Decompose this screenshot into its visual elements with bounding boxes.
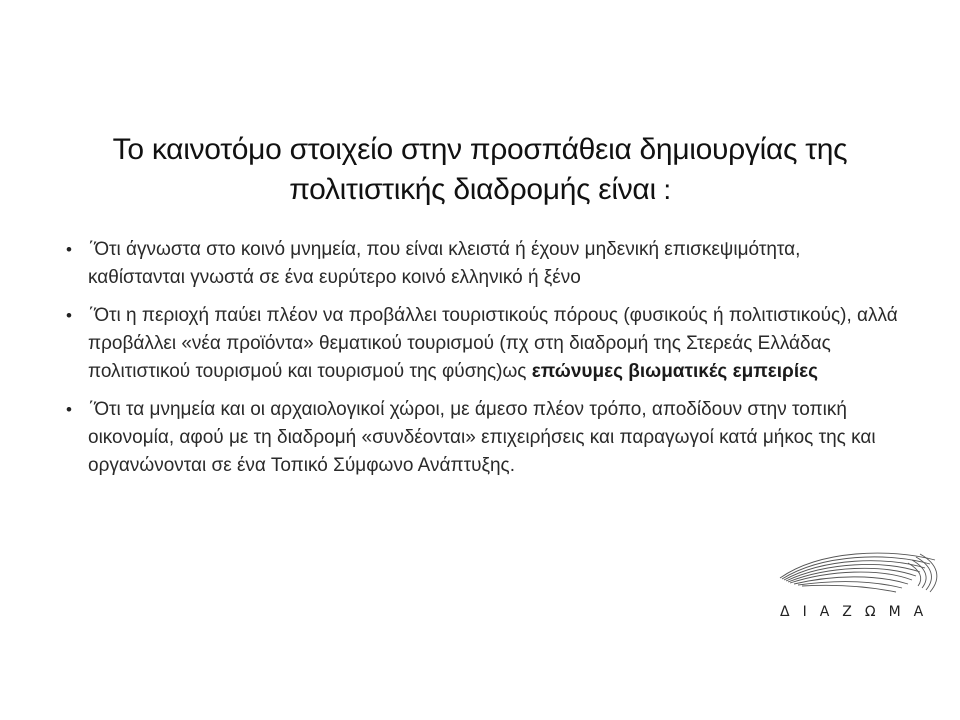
diazoma-swirl-icon <box>770 548 950 608</box>
bullet-list <box>60 236 900 490</box>
diazoma-logo-text: ΔΙΑΖΩΜΑ <box>780 604 937 620</box>
slide-title-text: Το καινοτόμο στοιχείο στην προσπάθεια δημιουργίας της πολιτιστικής διαδρομής είναι <box>112 133 848 206</box>
diazoma-logo <box>770 548 950 628</box>
slide-title <box>70 130 890 210</box>
bullet-text: ΄Ότι τα μνημεία και οι αρχαιολογικοί χώροι, με άμεσο πλέον τρόπο, αποδίδουν στην τοπική οικονομία, αφού με τη διαδρομή «συνδέονται» επιχειρήσεις και παραγωγοί κατά μήκος της και οργανώνονται σε ένα Τοπικό Σύμφωνο Ανάπτυξης. <box>88 399 876 476</box>
bullet-dot: • <box>66 400 72 419</box>
bullet-item <box>60 236 900 292</box>
bullet-text: ΄Ότι άγνωστα στο κοινό μνημεία, που είναι κλειστά ή έχουν μηδενική επισκεψιμότητα, καθίστανται γνωστά σε ένα ευρύτερο κοινό ελληνικό ή ξένο <box>88 239 801 288</box>
bullet-bold-text: επώνυμες βιωματικές εμπειρίες <box>531 361 818 382</box>
bullet-item <box>60 396 900 480</box>
bullet-dot: • <box>66 240 72 259</box>
slide-title-colon: : <box>655 174 671 205</box>
bullet-item <box>60 302 900 386</box>
bullet-dot: • <box>66 306 72 325</box>
bullet-text: ΄Ότι η περιοχή παύει πλέον να προβάλλει τουριστικούς πόρους (φυσικούς ή πολιτιστικούς), αλλά προβάλλει «νέα προϊόντα» θεματικού τουρισμού (πχ στη διαδρομή της Στερεάς Ελλάδας πολιτιστικού τουρισμού και τουρισμού της φύσης)ως <box>88 305 898 382</box>
